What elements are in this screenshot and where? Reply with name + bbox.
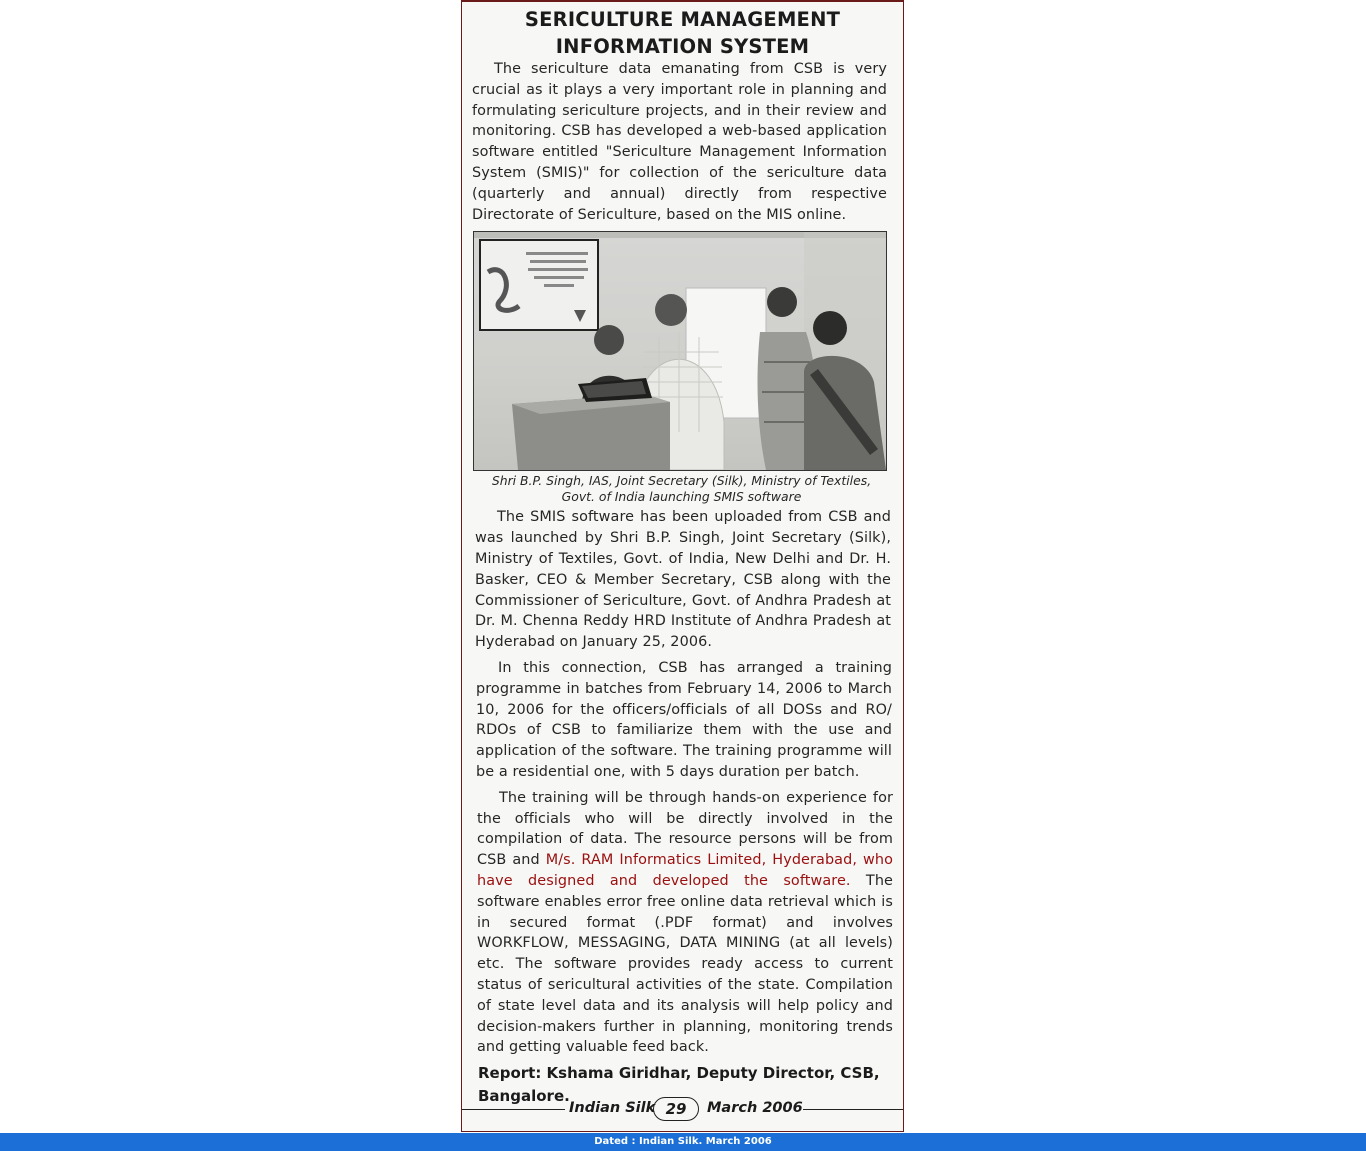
person-right-head xyxy=(767,287,797,317)
launch-photo xyxy=(473,231,887,471)
paragraph-software xyxy=(462,788,903,1058)
status-bar: Dated : Indian Silk. March 2006 xyxy=(0,1133,1366,1151)
footer-rule-right xyxy=(803,1109,903,1110)
paragraph-software-end: The software enables error free online data retrieval which is in secured format (.PDF format) and involves WORKFLOW, MESSAGING, DATA MINING (at all levels) etc. The software provides ready access to current status of sericultural activities of the state. Compilation of state level data and its analysis will help policy and decision-makers further in planning, monitoring trends and getting valuable feed back. xyxy=(477,872,893,1056)
title-line-2: INFORMATION SYSTEM xyxy=(555,35,810,58)
footer-publication: Indian Silk xyxy=(569,1100,656,1116)
paragraph-intro: The sericulture data emanating from CSB is very crucial as it plays a very important role in planning and formulating sericulture projects, and in their review and monitoring. CSB has developed a web-based application software entitled "Sericulture Management Information System (SMIS)" for collection of the sericulture data (quarterly and annual) directly from respective Directorate of Sericulture, based on the MIS online. xyxy=(472,61,887,223)
article-title xyxy=(462,6,903,60)
photo-caption xyxy=(472,473,891,505)
report-credit: Report: Kshama Giridhar, Deputy Director, CSB, Bangalore. xyxy=(478,1064,880,1106)
newspaper-clipping xyxy=(461,0,904,1132)
footer-date: March 2006 xyxy=(707,1100,803,1116)
title-line-1: SERICULTURE MANAGEMENT xyxy=(524,8,841,31)
caption-line-2: Govt. of India launching SMIS software xyxy=(561,489,802,505)
page-footer xyxy=(462,1096,903,1124)
caption-line-1: Shri B.P. Singh, IAS, Joint Secretary (Silk), Ministry of Textiles, xyxy=(491,473,872,489)
paragraph-launch: The SMIS software has been uploaded from CSB and was launched by Shri B.P. Singh, Joint Secretary (Silk), Ministry of Textiles, Govt. of India, New Delhi and Dr. H. Basker, CEO & Member Secretary, CSB along with the Commissioner of Sericulture, Govt. of Andhra Pradesh at Dr. M. Chenna Reddy HRD Institute of Andhra Pradesh at Hyderabad on January 25, 2006. xyxy=(475,509,891,651)
vendor-highlight: M/s. RAM Informatics Limited, Hyderabad, who have designed and developed the software. xyxy=(477,852,893,889)
footer-rule-left xyxy=(462,1109,565,1110)
person-center-head xyxy=(655,294,687,326)
person-left-head xyxy=(594,325,624,355)
paragraph-training: In this connection, CSB has arranged a training programme in batches from February 14, 2006 to March 10, 2006 for the officers/officials of all DOSs and RO/ RDOs of CSB to familiarize them with the use and application of the software. The training programme will be a residential one, with 5 days duration per batch. xyxy=(476,659,892,780)
launch-photo-illustration xyxy=(474,232,886,470)
footer-page-number: 29 xyxy=(653,1097,699,1121)
person-far-right-head xyxy=(813,311,847,345)
paragraph-software-start: The training will be through hands-on experience for the officials who will be directly involved in the compilation of data. The resource persons will be from CSB and xyxy=(477,789,893,869)
